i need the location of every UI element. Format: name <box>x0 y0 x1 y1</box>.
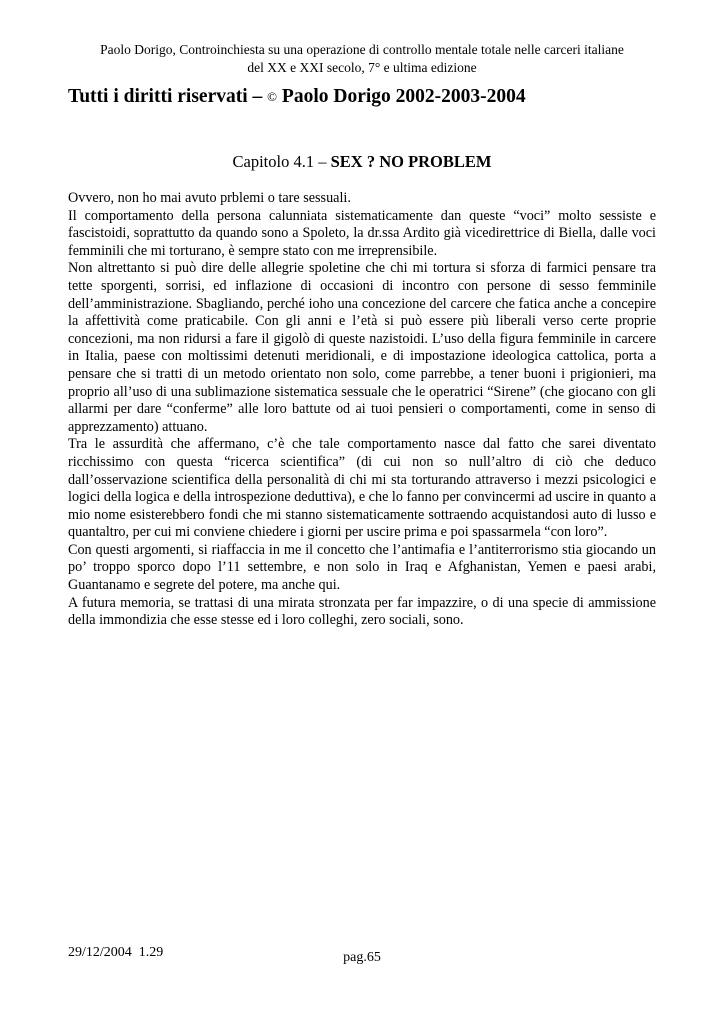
chapter-title: SEX ? NO PROBLEM <box>330 152 492 171</box>
paragraph: Il comportamento della persona calunniata sistematicamente dan queste “voci” molto sessiste e fascistoidi, soprattutto da quando sono a Spoleto, la dr.ssa Ardito già vicedirettrice di Biella, dalle voci femminili che mi torturano, è sempre stato con me irreprensibile. <box>68 207 656 259</box>
paragraph: Non altrettanto si può dire delle allegrie spoletine che chi mi tortura si sforza di farmici pensare tra tette sporgenti, sorrisi, ed inflazione di occasioni di incontro con persone di sesso femminile dell’amministrazione. Sbagliando, perché ioho una concezione del carcere che fatica anche a concepire la affettività come praticabile. Con gli anni e l’età si può essere più liberali verso certe proprie concezioni, ma non ridursi a fare il gigolò di queste nazistoidi. L’uso della figura femminile in carcere in Italia, paese con moltissimi detenuti meridionali, e di impostazione ideologica cattolica, porta a pensare che si tratti di un metodo orientato non solo, come parrebbe, a tener buoni i prigionieri, ma proprio all’uso di una sublimazione sistematica sessuale che le operatrici “Sirene” (che giocano con gli allarmi per dare “conferme” alle loro battute od ai tuoi pensieri o comportamenti, come in senso di apprezzamento) attuano. <box>68 260 656 435</box>
header-line-2: del XX e XXI secolo, 7° e ultima edizione <box>247 60 477 75</box>
copyright-symbol: © <box>267 89 278 104</box>
paragraph: Ovvero, non ho mai avuto prblemi o tare sessuali. <box>68 190 351 206</box>
rights-prefix: Tutti i diritti riservati – <box>68 86 268 107</box>
rights-suffix: Paolo Dorigo 2002-2003-2004 <box>277 86 526 107</box>
footer-date: 29/12/2004 1.29 <box>68 945 164 960</box>
running-header <box>60 41 664 77</box>
page-number: pag.65 <box>343 950 381 965</box>
body-text <box>68 190 656 630</box>
paragraph: Tra le assurdità che affermano, c’è che tale comportamento nasce dal fatto che sarei diventato ricchissimo con questa “ricerca scientifica” (di cui non so null’altro di ciò che deduco dall’osservazione scientifica della personalità di chi mi sta torturando attraverso i mezzi psicologici e logici della logica e della introspezione deduttiva), e che lo fanno per convincermi ad uscire in quanto a mio nome esisterebbero fondi che mi stanno sistematicamente sottraendo acquistandosi auto di lusso e quantaltro, per cui mi conviene chiedere i giorni per uscire prima e poi spassarmela “con loro”. <box>68 436 656 541</box>
copyright-notice <box>68 86 526 108</box>
chapter-heading <box>0 152 724 172</box>
header-line-1: Paolo Dorigo, Controinchiesta su una operazione di controllo mentale totale nelle carceri italiane <box>100 42 624 57</box>
chapter-label: Capitolo 4.1 – <box>232 152 331 171</box>
paragraph: A futura memoria, se trattasi di una mirata stronzata per far impazzire, o di una specie di ammissione della immondizia che esse stesse ed i loro colleghi, zero sociali, sono. <box>68 594 656 629</box>
paragraph: Con questi argomenti, si riaffaccia in me il concetto che l’antimafia e l’antiterrorismo stia giocando un po’ troppo sporco dopo l’11 settembre, e non solo in Iraq e Afghanistan, Yemen e paesi arabi, Guantanamo e segrete del potere, ma anche qui. <box>68 541 656 594</box>
